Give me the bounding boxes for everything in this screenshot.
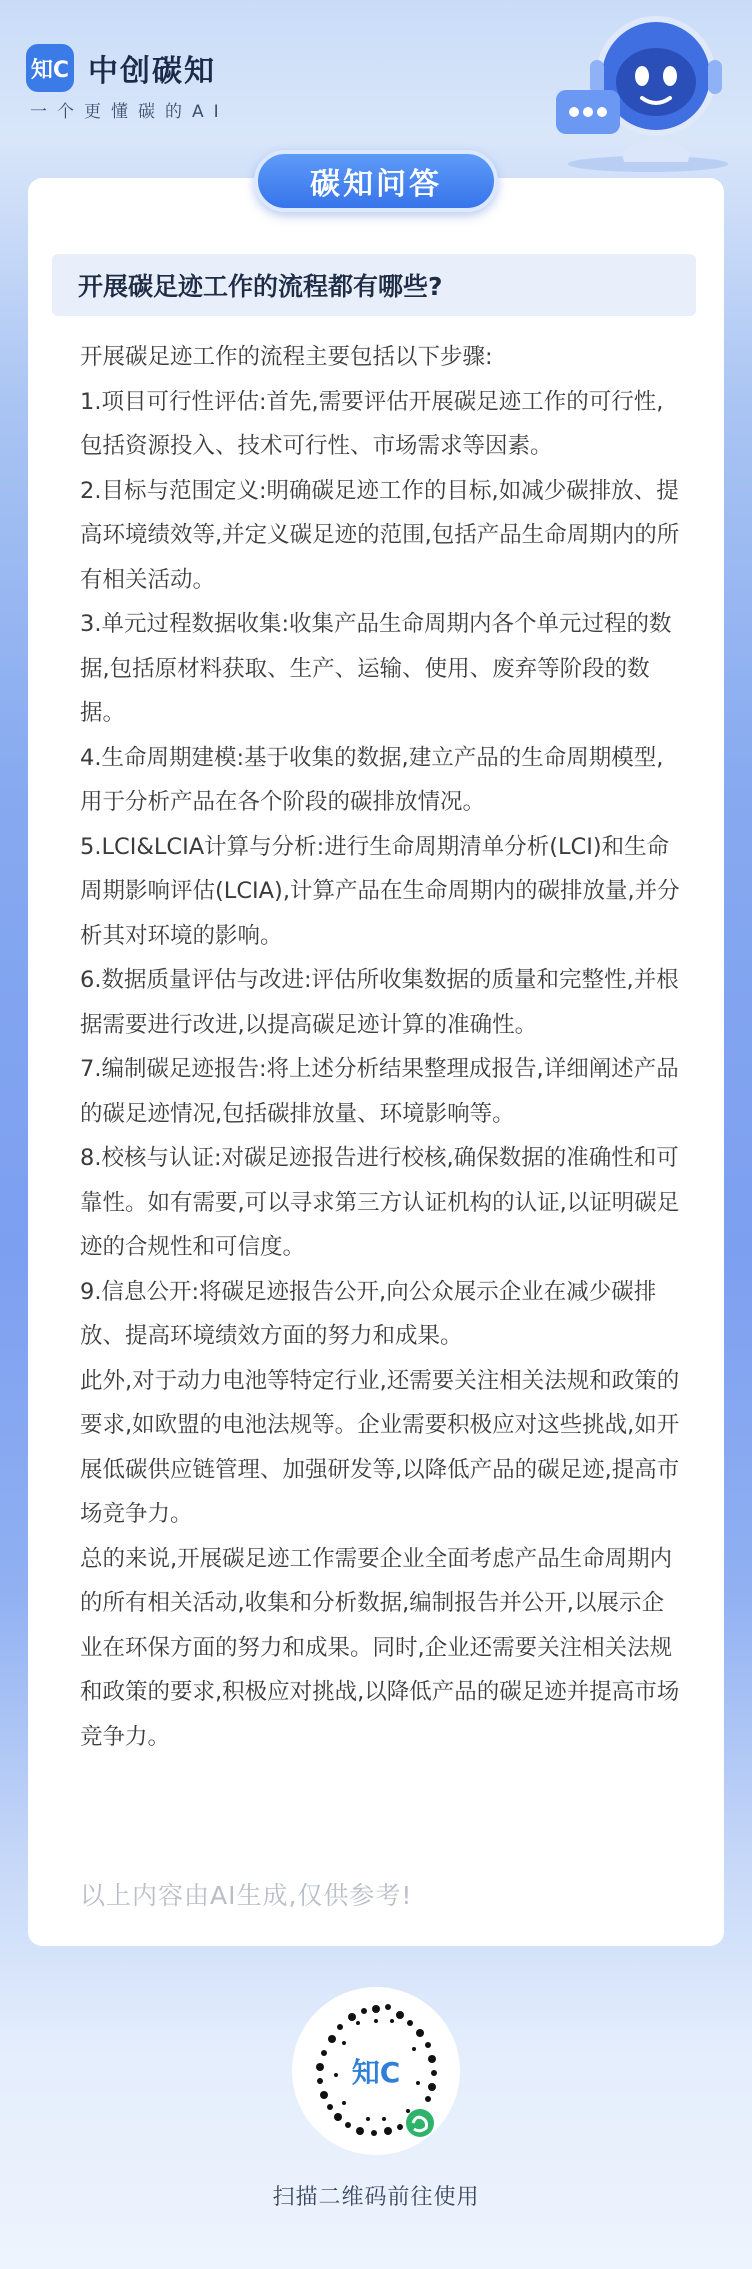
question-text: 开展碳足迹工作的流程都有哪些?: [52, 254, 696, 316]
qr-code[interactable]: [292, 1987, 460, 2155]
answer-paragraph: 开展碳足迹工作的流程主要包括以下步骤:: [80, 344, 493, 370]
answer-paragraph: 总的来说,开展碳足迹工作需要企业全面考虑产品生命周期内的所有相关活动,收集和分析数据,编制报告并公开,以展示企业在环保方面的努力和成果。同时,企业还需要关注相关法规和政策的要求,积极应对挑战,以降低产品的碳足迹并提高市场竞争力。: [80, 1545, 680, 1750]
answer-paragraph: 9.信息公开:将碳足迹报告公开,向公众展示企业在减少碳排放、提高环境绩效方面的努力和成果。: [80, 1278, 657, 1349]
brand-logo: [26, 44, 74, 92]
robot-mascot-icon: [538, 4, 738, 174]
qr-code-icon: [292, 1987, 460, 2155]
ai-disclaimer: 以上内容由AI生成,仅供参考!: [80, 1881, 413, 1910]
answer-paragraph: 3.单元过程数据收集:收集产品生命周期内各个单元过程的数据,包括原材料获取、生产、运输、使用、废弃等阶段的数据。: [80, 611, 672, 726]
answer-paragraph: 1.项目可行性评估:首先,需要评估开展碳足迹工作的可行性,包括资源投入、技术可行性、市场需求等因素。: [80, 388, 664, 459]
brand-logo-text: 知C: [30, 57, 70, 83]
brand-name: 中创碳知: [88, 54, 216, 89]
answer-paragraph: 2.目标与范围定义:明确碳足迹工作的目标,如减少碳排放、提高环境绩效等,并定义碳足迹的范围,包括产品生命周期内的所有相关活动。: [80, 477, 680, 593]
qr-center-text: 知C: [351, 2056, 401, 2089]
answer-body: [80, 335, 680, 1759]
answer-paragraph: 4.生命周期建模:基于收集的数据,建立产品的生命周期模型,用于分析产品在各个阶段的碳排放情况。: [80, 744, 664, 815]
answer-paragraph: 6.数据质量评估与改进:评估所收集数据的质量和完整性,并根据需要进行改进,以提高碳足迹计算的准确性。: [80, 967, 679, 1038]
answer-paragraph: 8.校核与认证:对碳足迹报告进行校核,确保数据的准确性和可靠性。如有需要,可以寻求第三方认证机构的认证,以证明碳足迹的合规性和可信度。: [80, 1145, 680, 1260]
answer-paragraph: 此外,对于动力电池等特定行业,还需要关注相关法规和政策的要求,如欧盟的电池法规等。企业需要积极应对这些挑战,如开展低碳供应链管理、加强研发等,以降低产品的碳足迹,提高市场竞争力。: [80, 1367, 680, 1527]
brand-slogan: 一个更懂碳的AI: [30, 102, 229, 122]
answer-paragraph: 7.编制碳足迹报告:将上述分析结果整理成报告,详细阐述产品的碳足迹情况,包括碳排放量、环境影响等。: [80, 1056, 679, 1127]
qr-caption: 扫描二维码前往使用: [272, 2185, 480, 2210]
card-title-tab: 碳知问答: [254, 150, 498, 212]
answer-paragraph: 5.LCI&LCIA计算与分析:进行生命周期清单分析(LCI)和生命周期影响评估(LCIA),计算产品在生命周期内的碳排放量,并分析其对环境的影响。: [80, 833, 680, 949]
